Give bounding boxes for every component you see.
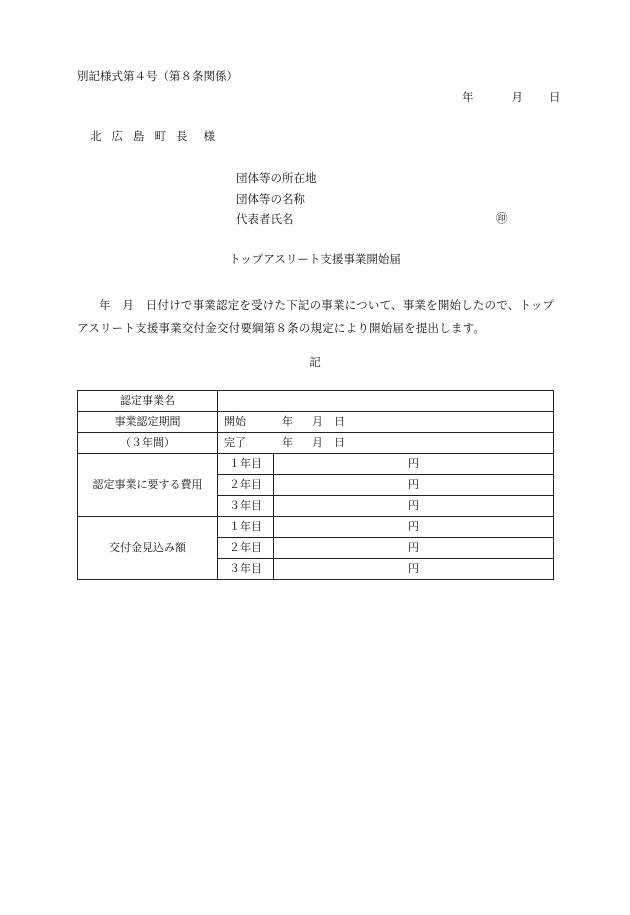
addressee-name: 北広島町長: [90, 129, 198, 143]
grant-label: 交付金見込み額: [78, 517, 218, 580]
cost-unit-1: 円: [274, 454, 554, 475]
body-text: 年 月 日付けで事業認定を受けた下記の事業について、事業を開始したので、トップアスリート支援事業交付金交付要綱第８条の規定により開始届を提出します。: [77, 298, 555, 335]
document-title: トップアスリート支援事業開始届: [229, 252, 401, 266]
table-row: [78, 454, 554, 475]
period-label: 事業認定期間: [78, 412, 218, 433]
date-year: 年: [462, 90, 474, 104]
period-start-year: 年: [282, 415, 293, 428]
period-end-month: 月: [312, 436, 323, 449]
grant-year-1: １年目: [218, 517, 274, 538]
cost-year-3: ３年目: [218, 496, 274, 517]
table-row: [78, 412, 554, 433]
cost-label: 認定事業に要する費用: [78, 454, 218, 517]
period-end-year: 年: [282, 436, 293, 449]
representative-label: 代表者氏名: [236, 212, 294, 226]
project-name-label: 認定事業名: [78, 391, 218, 412]
grant-unit-2: 円: [274, 538, 554, 559]
org-address-label: 団体等の所在地: [236, 171, 317, 185]
addressee-honorific: 様: [203, 129, 225, 143]
period-sub-label: （３年間）: [78, 433, 218, 454]
detail-table: [77, 390, 554, 580]
org-name-label: 団体等の名称: [236, 192, 305, 206]
cost-year-2: ２年目: [218, 475, 274, 496]
period-start-label: 開始: [224, 415, 246, 428]
grant-year-3: ３年目: [218, 559, 274, 580]
table-row: [78, 391, 554, 412]
period-start-day: 日: [334, 415, 345, 428]
table-row: [78, 517, 554, 538]
addressee: [90, 131, 225, 143]
cost-unit-2: 円: [274, 475, 554, 496]
grant-year-2: ２年目: [218, 538, 274, 559]
period-start-month: 月: [312, 415, 323, 428]
grant-unit-3: 円: [274, 559, 554, 580]
project-name-value: [218, 391, 554, 412]
seal-mark: ㊞: [496, 211, 508, 225]
submission-date: [462, 92, 561, 104]
period-end: [218, 433, 554, 454]
period-end-label: 完了: [224, 436, 246, 449]
cost-unit-3: 円: [274, 496, 554, 517]
form-number: 別記様式第４号（第８条関係）: [77, 69, 238, 83]
period-start: [218, 412, 554, 433]
table-row: [78, 433, 554, 454]
date-month: 月: [511, 90, 523, 104]
date-day: 日: [549, 90, 561, 104]
cost-year-1: １年目: [218, 454, 274, 475]
period-end-day: 日: [334, 436, 345, 449]
grant-unit-1: 円: [274, 517, 554, 538]
ki-heading: 記: [309, 355, 321, 369]
